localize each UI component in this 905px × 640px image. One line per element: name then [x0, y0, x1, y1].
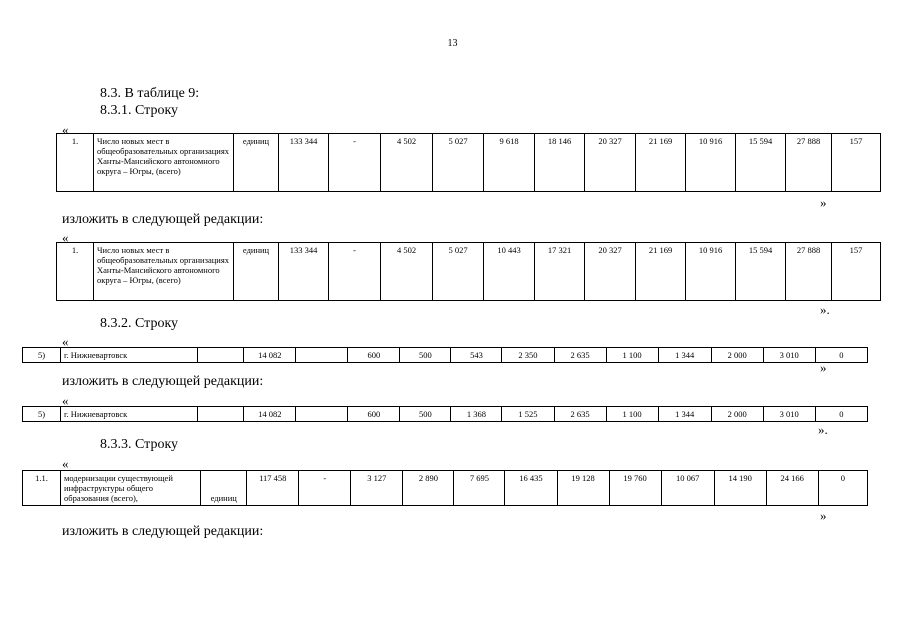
- table-row: [57, 243, 881, 301]
- value-2: -: [299, 471, 351, 506]
- unit: единиц: [234, 243, 279, 301]
- table-row: [23, 348, 868, 363]
- value-3: 3 127: [351, 471, 403, 506]
- row-name: г. Нижневартовск: [61, 407, 198, 422]
- replace-text: изложить в следующей редакции:: [62, 374, 264, 389]
- table-8-3-2-old: [22, 347, 868, 363]
- row-number: 5): [23, 407, 61, 422]
- value-5: 9 618: [484, 134, 535, 192]
- value-6: 2 350: [502, 348, 554, 363]
- row-name: модернизации существующей инфраструктуры общего образования (всего),: [61, 471, 201, 506]
- open-quote: «: [62, 456, 69, 471]
- value-12: 0: [815, 348, 867, 363]
- value-4: 5 027: [433, 243, 484, 301]
- value-3: 4 502: [381, 243, 433, 301]
- value-12: 0: [818, 471, 867, 506]
- close-quote: »: [820, 360, 827, 375]
- section-8-3-3-heading: 8.3.3. Строку: [100, 437, 179, 452]
- value-12: 0: [815, 407, 867, 422]
- replace-text: изложить в следующей редакции:: [62, 212, 264, 227]
- value-1: 117 458: [247, 471, 299, 506]
- unit: единиц: [234, 134, 279, 192]
- value-10: 14 190: [714, 471, 766, 506]
- section-8-3-heading: 8.3. В таблице 9:: [100, 86, 200, 101]
- row-name: Число новых мест в общеобразовательных организациях Ханты-Мансийского автономного округа – Югры, (всего): [94, 243, 234, 301]
- open-quote: «: [62, 334, 69, 349]
- value-10: 2 000: [711, 407, 763, 422]
- value-2: [296, 348, 348, 363]
- value-2: -: [329, 134, 381, 192]
- value-9: 10 067: [661, 471, 714, 506]
- value-11: 3 010: [763, 348, 815, 363]
- unit: [198, 348, 244, 363]
- value-8: 1 100: [606, 348, 658, 363]
- value-3: 4 502: [381, 134, 433, 192]
- row-number: 1.: [57, 134, 94, 192]
- value-1: 133 344: [279, 134, 329, 192]
- value-1: 14 082: [244, 348, 296, 363]
- replace-text: изложить в следующей редакции:: [62, 524, 264, 539]
- table-row: [23, 407, 868, 422]
- value-9: 1 344: [658, 407, 711, 422]
- value-10: 2 000: [711, 348, 763, 363]
- unit: единиц: [201, 471, 247, 506]
- open-quote: «: [62, 122, 69, 137]
- value-2: -: [329, 243, 381, 301]
- value-1: 133 344: [279, 243, 329, 301]
- row-number: 1.: [57, 243, 94, 301]
- value-10: 15 594: [736, 243, 786, 301]
- row-name: г. Нижневартовск: [61, 348, 198, 363]
- table-row: [57, 134, 881, 192]
- row-number: 1.1.: [23, 471, 61, 506]
- value-11: 3 010: [763, 407, 815, 422]
- value-7: 20 327: [585, 134, 636, 192]
- table-8-3-3-old: [22, 470, 868, 506]
- value-6: 16 435: [505, 471, 557, 506]
- row-name: Число новых мест в общеобразовательных организациях Ханты-Мансийского автономного округа – Югры, (всего): [94, 134, 234, 192]
- value-5: 543: [451, 348, 502, 363]
- open-quote: «: [62, 230, 69, 245]
- value-7: 2 635: [554, 348, 606, 363]
- value-8: 21 169: [636, 243, 686, 301]
- value-3: 600: [348, 348, 400, 363]
- value-11: 24 166: [766, 471, 818, 506]
- close-quote: ».: [820, 302, 830, 317]
- value-11: 27 888: [786, 134, 832, 192]
- value-4: 2 890: [403, 471, 454, 506]
- value-5: 10 443: [484, 243, 535, 301]
- open-quote: «: [62, 393, 69, 408]
- row-number: 5): [23, 348, 61, 363]
- section-8-3-1-heading: 8.3.1. Строку: [100, 103, 179, 118]
- value-4: 5 027: [433, 134, 484, 192]
- value-2: [296, 407, 348, 422]
- value-8: 21 169: [636, 134, 686, 192]
- value-4: 500: [400, 407, 451, 422]
- close-quote: ».: [818, 422, 828, 437]
- value-9: 1 344: [658, 348, 711, 363]
- value-3: 600: [348, 407, 400, 422]
- close-quote: »: [820, 195, 827, 210]
- table-8-3-2-new: [22, 406, 868, 422]
- value-5: 1 368: [451, 407, 502, 422]
- value-11: 27 888: [786, 243, 832, 301]
- value-12: 157: [832, 134, 881, 192]
- unit: [198, 407, 244, 422]
- value-6: 1 525: [502, 407, 554, 422]
- value-7: 20 327: [585, 243, 636, 301]
- table-row: [23, 471, 868, 506]
- value-1: 14 082: [244, 407, 296, 422]
- value-7: 19 128: [557, 471, 609, 506]
- value-10: 15 594: [736, 134, 786, 192]
- page-number: 13: [447, 38, 458, 49]
- close-quote: »: [820, 508, 827, 523]
- table-8-3-1-new: [56, 242, 881, 301]
- value-6: 17 321: [535, 243, 585, 301]
- value-9: 10 916: [686, 243, 736, 301]
- value-9: 10 916: [686, 134, 736, 192]
- value-8: 19 760: [609, 471, 661, 506]
- value-5: 7 695: [454, 471, 505, 506]
- value-4: 500: [400, 348, 451, 363]
- value-12: 157: [832, 243, 881, 301]
- value-7: 2 635: [554, 407, 606, 422]
- section-8-3-2-heading: 8.3.2. Строку: [100, 316, 179, 331]
- value-8: 1 100: [606, 407, 658, 422]
- table-8-3-1-old: [56, 133, 881, 192]
- value-6: 18 146: [535, 134, 585, 192]
